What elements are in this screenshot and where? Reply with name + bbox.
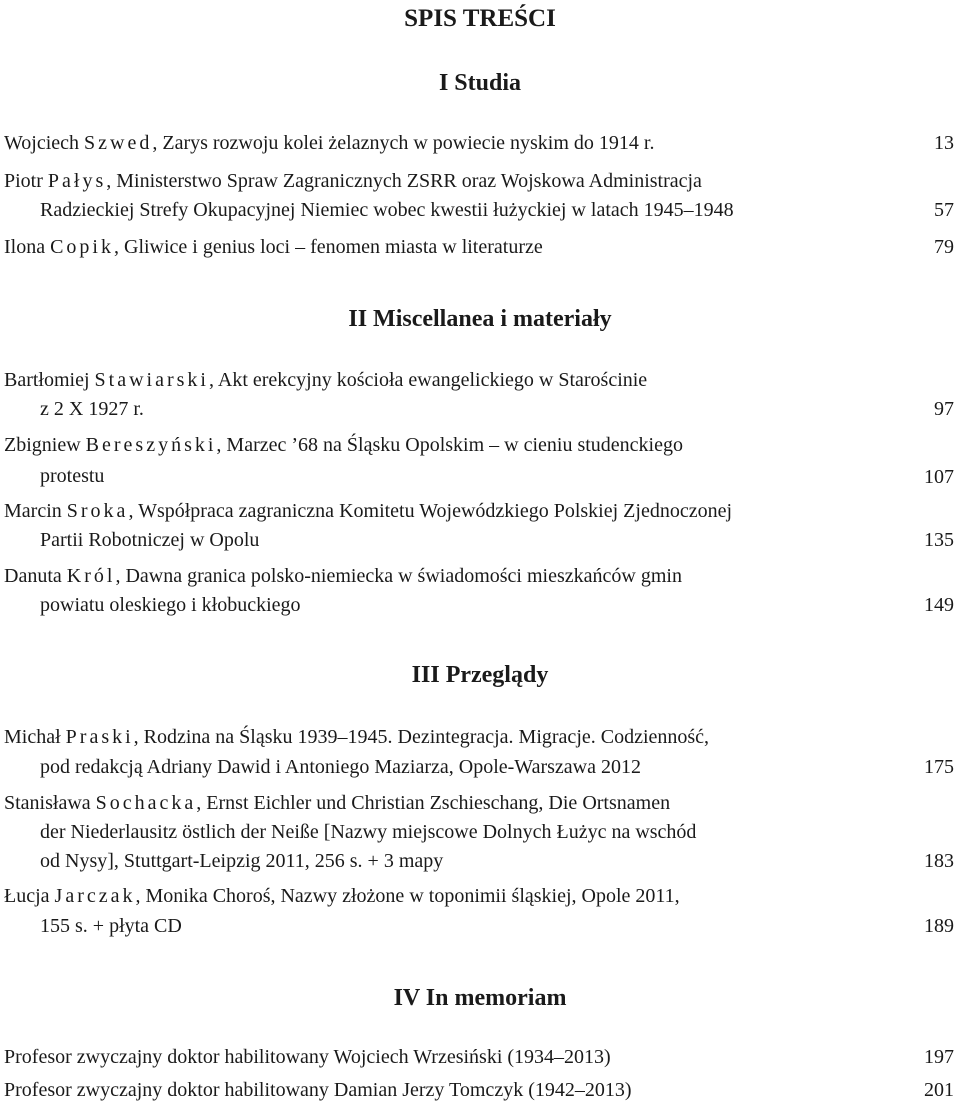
entry-line: der Niederlausitz östlich der Neiße [Nazwy miejscowe Dolnych Łużyc na wschód — [40, 821, 697, 843]
entry-line: Partii Robotniczej w Opolu — [40, 529, 260, 551]
entry-surname: Praski — [65, 726, 134, 748]
entry-author: Zbigniew — [4, 434, 81, 456]
entry-line — [4, 129, 654, 157]
entry-line — [4, 789, 670, 817]
entry-author: Piotr — [4, 170, 43, 192]
entry-page-number: 13 — [934, 132, 954, 154]
section-heading-in-memoriam: IV In memoriam — [393, 985, 567, 1011]
entry-author: Ilona — [4, 236, 46, 258]
entry-page-number: 97 — [934, 398, 954, 420]
entry-page-number: 175 — [924, 756, 954, 778]
entry-page-number: 79 — [934, 236, 954, 258]
entry-text: , Gliwice i genius loci – fenomen miasta w literaturze — [114, 236, 543, 258]
entry-surname: Sochacka — [95, 792, 197, 814]
entry-line: 155 s. + płyta CD — [40, 915, 182, 937]
entry-page-number: 107 — [924, 466, 954, 488]
section-heading-studia: I Studia — [438, 70, 522, 96]
entry-author: Marcin — [4, 500, 62, 522]
entry-text: , Ministerstwo Spraw Zagranicznych ZSRR oraz Wojskowa Administracja — [106, 170, 702, 192]
entry-line: Profesor zwyczajny doktor habilitowany Damian Jerzy Tomczyk (1942–2013) — [4, 1079, 632, 1101]
entry-text: , Dawna granica polsko-niemiecka w świadomości mieszkańców gmin — [115, 565, 682, 587]
entry-surname: Pałys — [47, 170, 107, 192]
entry-line — [4, 366, 647, 394]
entry-line: od Nysy], Stuttgart-Leipzig 2011, 256 s. + 3 mapy — [40, 850, 444, 872]
entry-line — [4, 882, 680, 910]
entry-line — [4, 723, 709, 751]
entry-surname: Szwed — [84, 132, 153, 154]
entry-page-number: 149 — [924, 594, 954, 616]
entry-page-number: 201 — [924, 1079, 954, 1101]
section-heading-przeglady: III Przeglądy — [411, 662, 549, 688]
entry-line — [4, 233, 543, 261]
entry-text: , Monika Choroś, Nazwy złożone w toponimii śląskiej, Opole 2011, — [135, 885, 680, 907]
entry-line: powiatu oleskiego i kłobuckiego — [40, 594, 301, 616]
section-heading-miscellanea: II Miscellanea i materiały — [348, 306, 612, 332]
entry-author: Danuta — [4, 565, 62, 587]
entry-page-number: 197 — [924, 1046, 954, 1068]
entry-line: Profesor zwyczajny doktor habilitowany Wojciech Wrzesiński (1934–2013) — [4, 1046, 611, 1068]
entry-text: , Akt erekcyjny kościoła ewangelickiego w Starościnie — [208, 369, 648, 391]
entry-author: Łucja — [4, 885, 50, 907]
entry-surname: Sroka — [66, 500, 129, 522]
entry-surname: Copik — [50, 236, 114, 258]
entry-line — [4, 497, 732, 525]
entry-page-number: 57 — [934, 199, 954, 221]
entry-text: , Marzec ’68 na Śląsku Opolskim – w cieniu studenckiego — [216, 434, 683, 456]
entry-surname: Stawiarski — [94, 369, 209, 391]
entry-author: Bartłomiej — [4, 369, 90, 391]
entry-line — [4, 562, 682, 590]
entry-line — [4, 431, 683, 459]
entry-line — [4, 167, 702, 195]
entry-page-number: 135 — [924, 529, 954, 551]
entry-text: , Współpraca zagraniczna Komitetu Wojewódzkiego Polskiej Zjednoczonej — [128, 500, 733, 522]
entry-surname: Król — [66, 565, 116, 587]
entry-author: Michał — [4, 726, 61, 748]
page-title: SPIS TREŚCI — [404, 5, 556, 32]
entry-surname: Jarczak — [54, 885, 136, 907]
entry-author: Stanisława — [4, 792, 91, 814]
entry-text: , Zarys rozwoju kolei żelaznych w powiecie nyskim do 1914 r. — [152, 132, 655, 154]
entry-line: pod redakcją Adriany Dawid i Antoniego Maziarza, Opole-Warszawa 2012 — [40, 756, 641, 778]
entry-page-number: 189 — [924, 915, 954, 937]
entry-line: protestu — [40, 465, 105, 487]
entry-author: Wojciech — [4, 132, 80, 154]
entry-surname: Bereszyński — [85, 434, 217, 456]
entry-text: , Ernst Eichler und Christian Zschieschang, Die Ortsnamen — [196, 792, 671, 814]
entry-text: , Rodzina na Śląsku 1939–1945. Dezintegracja. Migracje. Codzienność, — [133, 726, 710, 748]
entry-page-number: 183 — [924, 850, 954, 872]
entry-line: z 2 X 1927 r. — [40, 398, 144, 420]
entry-line: Radzieckiej Strefy Okupacyjnej Niemiec wobec kwestii łużyckiej w latach 1945–1948 — [40, 199, 734, 221]
